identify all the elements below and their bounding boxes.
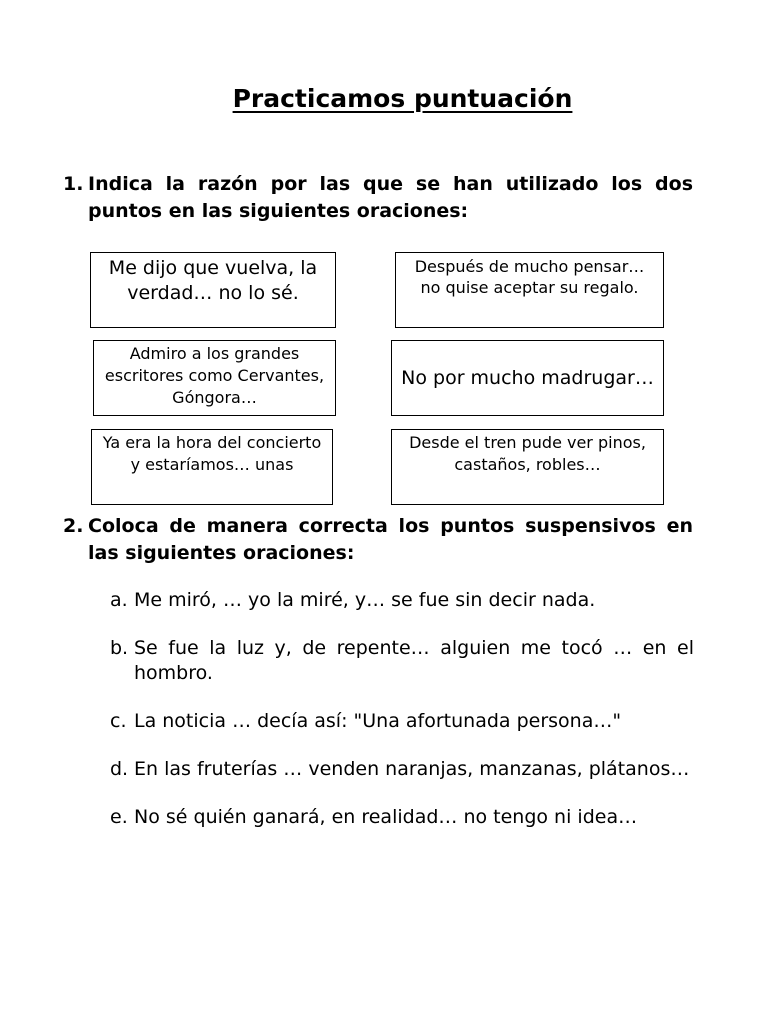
page-title: Practicamos puntuación xyxy=(232,84,573,113)
question-text: Coloca de manera correcta los puntos suspensivos en las siguientes oraciones: xyxy=(88,515,693,564)
item-letter: d. xyxy=(110,758,129,780)
question-number: 2. xyxy=(63,515,84,537)
sentence-box-4 xyxy=(391,340,664,416)
sentence-box-text: Admiro a los grandes escritores como Cervantes, Góngora… xyxy=(104,344,325,407)
item-text: No sé quién ganará, en realidad… no tengo ni idea… xyxy=(134,806,638,828)
item-text: Me miró, … yo la miré, y… se fue sin decir nada. xyxy=(134,589,596,611)
sentence-box-3 xyxy=(93,340,336,416)
sentence-box-1 xyxy=(90,252,336,328)
question-1 xyxy=(63,171,693,225)
exercise-list xyxy=(107,588,694,853)
exercise-item-b xyxy=(107,636,694,686)
sentence-box-text: Después de mucho pensar… no quise aceptar su regalo. xyxy=(414,257,645,297)
item-letter: b. xyxy=(110,637,129,659)
sentence-box-6 xyxy=(391,429,664,505)
question-text: Indica la razón por las que se han utilizado los dos puntos en las siguientes oraciones: xyxy=(88,173,693,222)
question-number: 1. xyxy=(63,173,84,195)
item-letter: c. xyxy=(110,710,127,732)
item-letter: a. xyxy=(110,589,128,611)
item-letter: e. xyxy=(110,806,128,828)
question-2 xyxy=(63,513,693,567)
item-text: En las fruterías … venden naranjas, manzanas, plátanos… xyxy=(134,758,690,780)
sentence-box-5 xyxy=(91,429,333,505)
exercise-item-a xyxy=(107,588,694,613)
exercise-item-e xyxy=(107,805,694,830)
sentence-box-text: Me dijo que vuelva, la verdad… no lo sé. xyxy=(108,257,318,304)
sentence-box-text: Ya era la hora del concierto y estaríamos… unas xyxy=(102,433,322,474)
item-text: La noticia … decía así: "Una afortunada persona…" xyxy=(134,710,622,732)
item-text: Se fue la luz y, de repente… alguien me tocó … en el hombro. xyxy=(134,637,694,684)
sentence-box-text: No por mucho madrugar… xyxy=(401,366,654,389)
sentence-box-2 xyxy=(395,252,664,328)
exercise-item-c xyxy=(107,709,694,734)
exercise-item-d xyxy=(107,757,694,782)
sentence-box-text: Desde el tren pude ver pinos, castaños, robles… xyxy=(409,433,646,474)
